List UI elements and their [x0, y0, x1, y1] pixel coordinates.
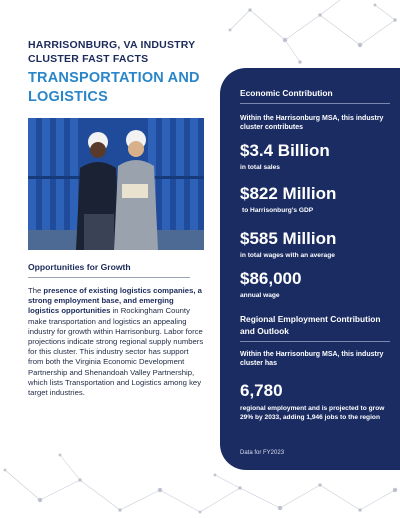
gdp-label: to Harrisonburg's GDP	[242, 207, 314, 214]
employment-divider	[240, 341, 390, 342]
opportunities-body	[28, 286, 206, 398]
employment-heading: Regional Employment Contribution and Outlook	[240, 314, 381, 336]
sales-label: in total sales	[240, 164, 280, 171]
economic-divider	[240, 103, 390, 104]
jobs-value: 6,780	[240, 381, 283, 400]
employment-intro: Within the Harrisonburg MSA, this industry cluster has	[240, 351, 384, 367]
wages-value: $585 Million	[240, 229, 337, 248]
economic-intro: Within the Harrisonburg MSA, this industry cluster contributes	[240, 115, 384, 131]
avg-wage-value: $86,000	[240, 269, 302, 288]
opportunities-divider	[28, 277, 190, 278]
opportunities-lead-bold: presence of existing logistics companies, a strong employment base, and emerging logistics opportunities	[28, 286, 202, 316]
facts-panel	[220, 68, 400, 470]
data-footnote: Data for FY2023	[240, 450, 285, 456]
sales-value: $3.4 Billion	[240, 141, 330, 160]
avg-wage-label: annual wage	[240, 292, 280, 299]
opportunities-lead-prefix: The	[28, 286, 44, 295]
page-title: TRANSPORTATION AND LOGISTICS	[28, 70, 200, 105]
gdp-value: $822 Million	[240, 184, 337, 203]
jobs-label: regional employment and is projected to grow 29% by 2033, adding 1,946 jobs to the region	[240, 405, 385, 421]
opportunities-heading: Opportunities for Growth	[28, 262, 131, 272]
workers-with-shipping-containers-photo	[28, 118, 204, 250]
header-location: HARRISONBURG, VA INDUSTRY CLUSTER FAST FACTS	[28, 39, 196, 65]
economic-heading: Economic Contribution	[240, 88, 333, 98]
wages-label: in total wages with an average	[240, 252, 335, 259]
opportunities-body-text: in Rockingham County make transportation and logistics an appealing industry for growth within Harrisonburg. Labor force projections indicate strong regional supply numbers for this cluster. This industry sector has support from both the Virginia Economic Development Partnership and Shenandoah Valley Partnership, which lists Transportation and Logistics among key target industries.	[28, 306, 204, 398]
